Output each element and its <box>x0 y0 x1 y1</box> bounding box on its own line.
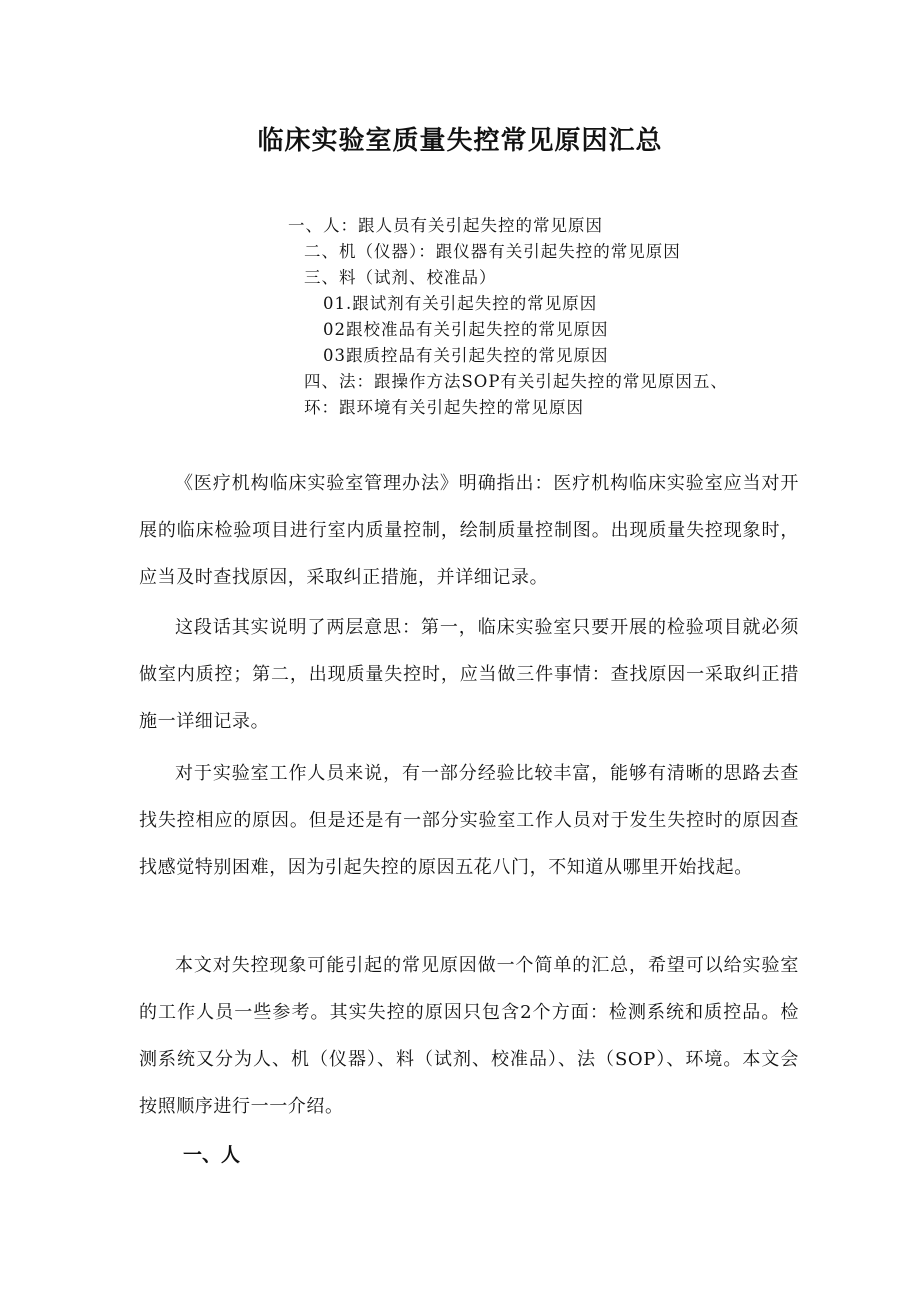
toc-item-method: 四、法：跟操作方法SOP有关引起失控的常见原因五、 <box>304 372 728 391</box>
toc-item-materials: 三、料（试剂、校准品） <box>304 268 497 287</box>
paragraph-regulation: 《医疗机构临床实验室管理办法》明确指出：医疗机构临床实验室应当对开展的临床检验项目进行室内质量控制，绘制质量控制图。出现质量失控现象时，应当及时查找原因，采取纠正措施，并详细记录。 <box>139 473 799 588</box>
toc-item-environment: 环：跟环境有关引起失控的常见原因 <box>304 398 584 417</box>
toc-subitem-control: 03跟质控品有关引起失控的常见原因 <box>323 346 609 365</box>
document-title: 临床实验室质量失控常见原因汇总 <box>257 126 663 156</box>
paragraph-summary: 本文对失控现象可能引起的常见原因做一个简单的汇总，希望可以给实验室的工作人员一些参考。其实失控的原因只包含2个方面：检测系统和质控品。检测系统又分为人、机（仪器）、料（试剂、校准品）、法（SOP）、环境。本文会按照顺序进行一一介绍。 <box>139 955 799 1117</box>
toc-item-people: 一、人：跟人员有关引起失控的常见原因 <box>288 216 603 235</box>
toc-item-instrument: 二、机（仪器）：跟仪器有关引起失控的常见原因 <box>304 242 681 261</box>
toc-subitem-calibrator: 02跟校准品有关引起失控的常见原因 <box>323 320 609 339</box>
toc-subitem-reagent: 01.跟试剂有关引起失控的常见原因 <box>323 294 598 313</box>
section-heading-people: 一、人 <box>183 1144 241 1166</box>
paragraph-meaning: 这段话其实说明了两层意思：第一，临床实验室只要开展的检验项目就必须做室内质控；第二，出现质量失控时，应当做三件事情：查找原因一采取纠正措施一详细记录。 <box>139 617 799 732</box>
paragraph-staff: 对于实验室工作人员来说，有一部分经验比较丰富，能够有清晰的思路去查找失控相应的原因。但是还是有一部分实验室工作人员对于发生失控时的原因查找感觉特别困难，因为引起失控的原因五花八门，不知道从哪里开始找起。 <box>139 763 799 878</box>
